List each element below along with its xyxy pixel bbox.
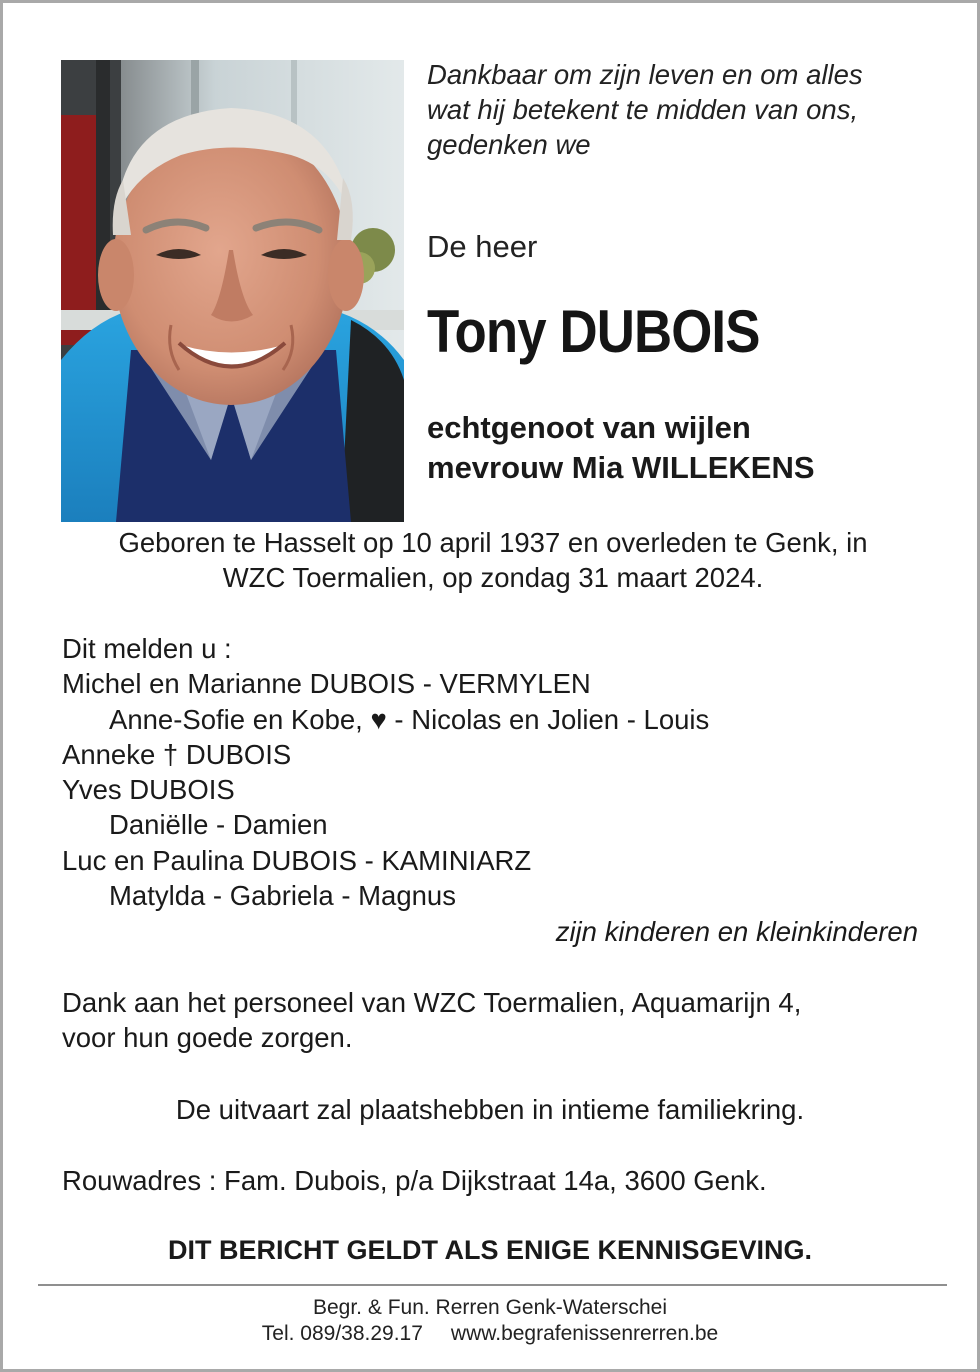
deceased-name: Tony DUBOIS [427, 298, 760, 365]
thanks-text [62, 985, 801, 1055]
mourning-address: Rouwadres : Fam. Dubois, p/a Dijkstraat 14a, 3600 Genk. [62, 1165, 767, 1196]
intro-text [427, 57, 947, 162]
spouse-line: mevrouw Mia WILLEKENS [427, 450, 815, 485]
intro-line: wat hij betekent te midden van ons, [427, 94, 859, 125]
intro-line: gedenken we [427, 129, 591, 160]
family-relation: zijn kinderen en kleinkinderen [555, 916, 918, 947]
birth-line: Geboren te Hasselt op 10 april 1937 en overleden te Genk, in [118, 527, 868, 558]
family-row: Michel en Marianne DUBOIS - VERMYLEN [62, 668, 591, 700]
divider [38, 1284, 947, 1286]
birth-line: WZC Toermalien, op zondag 31 maart 2024. [222, 562, 764, 593]
family-row: Luc en Paulina DUBOIS - KAMINIARZ [62, 844, 532, 876]
footer-phone: Tel. 089/38.29.17 [261, 1322, 423, 1345]
footer [3, 1295, 977, 1347]
funeral-text: De uitvaart zal plaatshebben in intieme familiekring. [175, 1094, 805, 1125]
intro-line: Dankbaar om zijn leven en om alles [427, 59, 863, 90]
thanks-line: voor hun goede zorgen. [62, 1022, 353, 1053]
salutation: De heer [427, 229, 538, 264]
birth-death-text [43, 525, 943, 595]
family-row: Matylda - Gabriela - Magnus [109, 880, 456, 912]
footer-contact [3, 1321, 977, 1347]
family-list [62, 631, 932, 913]
family-row: Yves DUBOIS [62, 774, 235, 806]
portrait-photo [61, 60, 404, 522]
footer-company: Begr. & Fun. Rerren Genk-Waterschei [312, 1296, 668, 1319]
family-row: Anne-Sofie en Kobe, ♥ - Nicolas en Jolien - Louis [109, 703, 710, 735]
family-intro: Dit melden u : [62, 633, 232, 664]
family-row: Anneke † DUBOIS [62, 738, 292, 770]
spouse-line: echtgenoot van wijlen [427, 410, 751, 445]
thanks-line: Dank aan het personeel van WZC Toermalien, Aquamarijn 4, [62, 987, 802, 1018]
footer-website[interactable]: www.begrafenissenrerren.be [450, 1322, 719, 1345]
official-notice: DIT BERICHT GELDT ALS ENIGE KENNISGEVING. [167, 1235, 813, 1265]
spouse-text [427, 408, 815, 488]
family-row: Daniëlle - Damien [109, 809, 328, 841]
